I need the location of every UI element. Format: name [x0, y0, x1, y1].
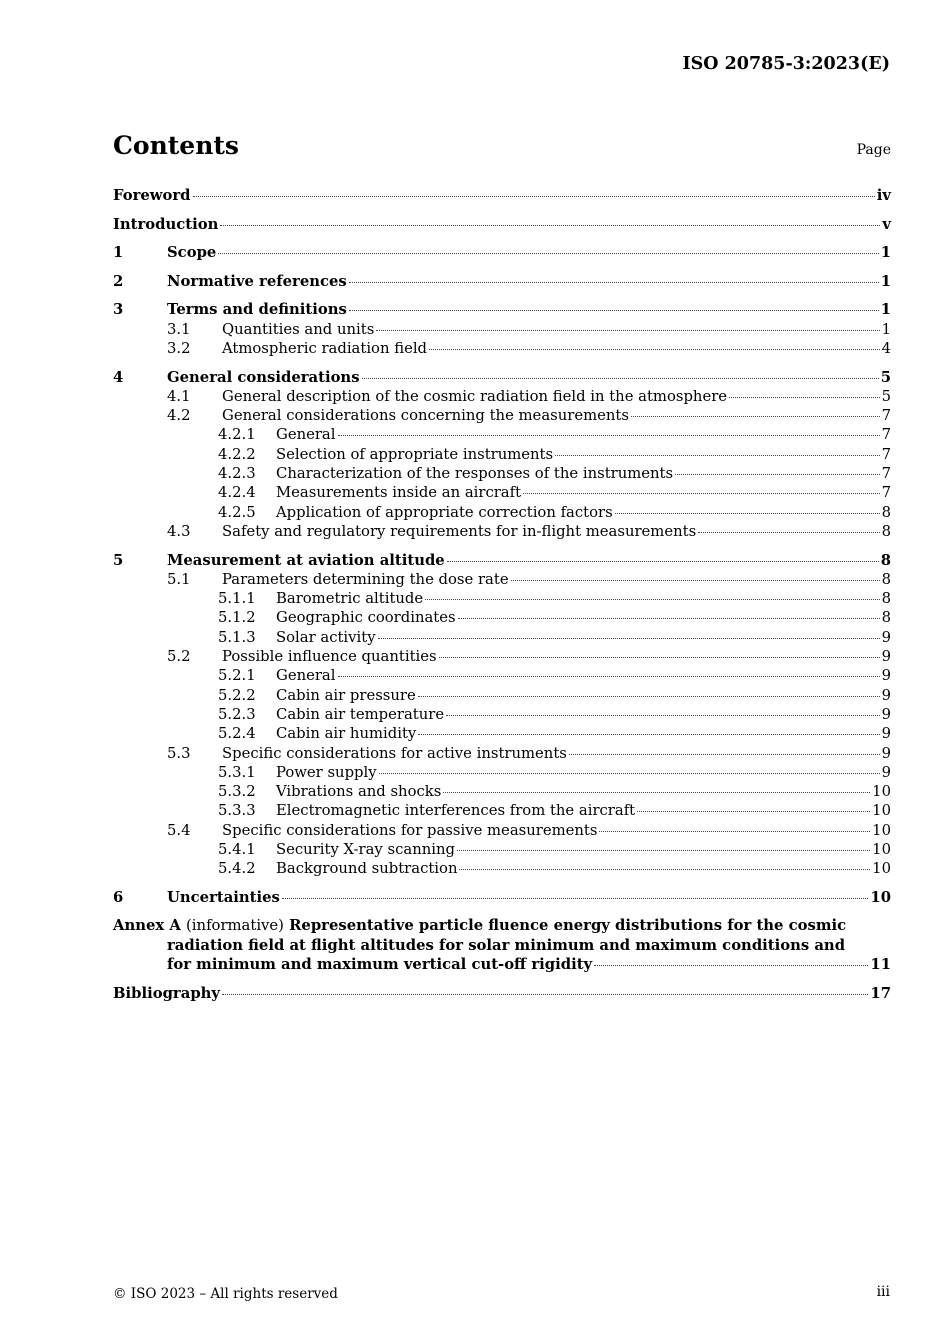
toc-entry-number: 3.2	[167, 339, 191, 357]
toc-entry-number: 4.2.2	[218, 445, 256, 463]
page-title: Contents	[113, 131, 240, 160]
toc-entry-title: General description of the cosmic radiation field in the atmosphere	[222, 387, 728, 405]
toc-entry-page: 10	[872, 783, 891, 801]
toc-entry-title: General considerations concerning the measurements	[222, 407, 629, 425]
toc-entry-page: 5	[880, 368, 891, 386]
toc-entry[interactable]	[113, 300, 891, 319]
dot-leader	[729, 397, 880, 398]
toc-entry-title: Barometric altitude	[276, 590, 424, 608]
dot-leader	[376, 330, 879, 331]
toc-entry-number: 4.2	[167, 407, 191, 425]
toc-entry[interactable]	[113, 840, 891, 859]
toc-entry-page: 9	[881, 648, 891, 666]
toc-entry-number: 5.1.3	[218, 628, 256, 646]
toc-entry-title: Atmospheric radiation field	[222, 339, 428, 357]
toc-entry-page: 10	[870, 888, 891, 906]
toc-entry-number: 5.2.3	[218, 705, 256, 723]
toc-entry-page: 9	[881, 763, 891, 781]
toc-entry[interactable]	[113, 406, 891, 425]
dot-leader	[218, 253, 878, 254]
toc-entry-number: 4.2.4	[218, 484, 256, 502]
toc-entry-title: Foreword	[113, 187, 191, 204]
dot-leader	[599, 831, 870, 832]
toc-entry-number: 5.4.2	[218, 860, 256, 878]
table-of-contents	[113, 186, 891, 1003]
toc-entry-page: 8	[881, 609, 891, 627]
toc-entry[interactable]	[113, 445, 891, 464]
toc-entry[interactable]	[113, 186, 891, 205]
toc-entry-page: 10	[872, 840, 891, 858]
toc-entry-title: General	[276, 667, 336, 685]
dot-leader	[459, 869, 870, 870]
copyright-notice: © ISO 2023 – All rights reserved	[113, 1286, 338, 1302]
toc-entry-page: 1	[880, 272, 891, 290]
dot-leader	[698, 532, 879, 533]
toc-entry[interactable]	[113, 464, 891, 483]
toc-entry-number: 5	[113, 551, 124, 569]
toc-bibliography-entry[interactable]	[113, 984, 891, 1003]
dot-leader	[338, 676, 880, 677]
toc-entry[interactable]	[113, 821, 891, 840]
toc-entry[interactable]	[113, 801, 891, 820]
dot-leader	[457, 850, 870, 851]
toc-entry-title: Specific considerations for passive measurements	[222, 821, 598, 839]
toc-entry-title: Possible influence quantities	[222, 648, 437, 666]
toc-entry-page: 8	[881, 570, 891, 588]
toc-entry[interactable]	[113, 425, 891, 444]
toc-entry-number: 5.3.1	[218, 763, 256, 781]
dot-leader	[362, 378, 879, 379]
toc-entry-number: 3.1	[167, 320, 191, 338]
dot-leader	[378, 638, 880, 639]
toc-entry-title: Quantities and units	[222, 320, 375, 338]
toc-entry-title: Introduction	[113, 215, 219, 233]
toc-entry-number: 5.4	[167, 821, 191, 839]
toc-entry-page: 4	[881, 339, 891, 357]
toc-entry-title: Measurements inside an aircraft	[276, 484, 522, 502]
toc-entry-page: 9	[881, 725, 891, 743]
dot-leader	[193, 196, 875, 197]
toc-entry[interactable]	[113, 763, 891, 782]
annex-page: 11	[870, 956, 891, 974]
toc-entry-title: Geographic coordinates	[276, 609, 456, 627]
dot-leader	[458, 618, 880, 619]
toc-entry[interactable]	[113, 686, 891, 705]
toc-entry-page: 7	[881, 465, 891, 483]
toc-entry[interactable]	[113, 589, 891, 608]
annex-type: (informative)	[186, 917, 284, 935]
dot-leader	[511, 580, 880, 581]
toc-entry[interactable]	[113, 705, 891, 724]
toc-entry-number: 5.1.2	[218, 609, 256, 627]
toc-entry[interactable]	[113, 628, 891, 647]
toc-entry-page: 8	[881, 522, 891, 540]
toc-entry-number: 2	[113, 272, 124, 290]
toc-entry-title: Normative references	[167, 272, 347, 290]
toc-entry[interactable]	[113, 744, 891, 763]
toc-entry-page: 7	[881, 445, 891, 463]
dot-leader	[443, 792, 870, 793]
toc-entry[interactable]	[113, 647, 891, 666]
toc-entry-page: 1	[880, 244, 891, 262]
dot-leader	[379, 773, 880, 774]
toc-entry-number: 1	[113, 244, 124, 262]
dot-leader	[637, 811, 870, 812]
dot-leader	[439, 657, 880, 658]
toc-entry-page: 8	[881, 503, 891, 521]
toc-entry-page: 9	[881, 686, 891, 704]
toc-entry-number: 6	[113, 888, 124, 906]
dot-leader	[594, 965, 868, 966]
document-id: ISO 20785-3:2023(E)	[682, 54, 890, 74]
toc-entry-title: Uncertainties	[167, 888, 280, 906]
toc-entry[interactable]	[113, 503, 891, 522]
toc-entry-page: 10	[872, 802, 891, 820]
toc-entry-title: Characterization of the responses of the instruments	[276, 465, 674, 483]
toc-entry-number: 5.2.1	[218, 667, 256, 685]
dot-leader	[523, 493, 880, 494]
dot-leader	[631, 416, 880, 417]
toc-entry[interactable]	[113, 859, 891, 878]
dot-leader	[418, 734, 879, 735]
toc-entry-number: 4.2.3	[218, 465, 256, 483]
toc-entry-page: 1	[881, 320, 891, 338]
dot-leader	[425, 599, 879, 600]
toc-entry[interactable]	[113, 888, 891, 907]
toc-entry-number: 5.1.1	[218, 590, 256, 608]
toc-entry-title: Selection of appropriate instruments	[276, 445, 554, 463]
toc-entry-page: 7	[881, 407, 891, 425]
toc-entry[interactable]	[113, 339, 891, 358]
toc-entry-number: 4	[113, 368, 124, 386]
toc-annex-entry[interactable]	[113, 916, 891, 974]
annex-title-line-1: Representative particle fluence energy distributions for the cosmic	[289, 917, 847, 935]
toc-entry-title: Electromagnetic interferences from the aircraft	[276, 802, 636, 820]
toc-entry-page: 9	[881, 628, 891, 646]
dot-leader	[418, 696, 880, 697]
dot-leader	[282, 898, 869, 899]
annex-label: Annex A	[113, 917, 181, 935]
toc-entry-number: 5.4.1	[218, 840, 256, 858]
toc-entry-page: 1	[880, 301, 891, 319]
dot-leader	[555, 455, 879, 456]
annex-title-line-2: radiation field at flight altitudes for solar minimum and maximum conditions and	[167, 936, 846, 954]
toc-entry-number: 5.3	[167, 744, 191, 762]
toc-entry-page: 8	[880, 551, 891, 569]
toc-entry-page: v	[882, 215, 891, 233]
toc-entry-page: 8	[881, 590, 891, 608]
toc-entry-number: 5.2	[167, 648, 191, 666]
toc-entry-title: Terms and definitions	[167, 301, 347, 319]
dot-leader	[446, 715, 880, 716]
toc-entry[interactable]	[113, 243, 891, 262]
toc-entry-title: Cabin air temperature	[276, 705, 445, 723]
toc-entry[interactable]	[113, 666, 891, 685]
toc-entry[interactable]	[113, 551, 891, 570]
toc-entry[interactable]	[113, 724, 891, 743]
toc-entry-number: 5.3.3	[218, 802, 256, 820]
toc-entry-page: 7	[881, 426, 891, 444]
bibliography-title: Bibliography	[113, 984, 221, 1002]
toc-entry-page: 5	[881, 387, 891, 405]
dot-leader	[349, 282, 879, 283]
toc-entry-page: 9	[881, 667, 891, 685]
toc-entry[interactable]	[113, 782, 891, 801]
toc-entry-title: General considerations	[167, 368, 360, 386]
dot-leader	[615, 513, 880, 514]
toc-entry-number: 5.2.4	[218, 725, 256, 743]
dot-leader	[675, 474, 879, 475]
toc-entry-page: 7	[881, 484, 891, 502]
toc-entry-number: 5.3.2	[218, 783, 256, 801]
toc-entry[interactable]	[113, 522, 891, 541]
toc-entry-title: Specific considerations for active instruments	[222, 744, 567, 762]
toc-entry[interactable]	[113, 483, 891, 502]
toc-entry-title: Vibrations and shocks	[276, 783, 442, 801]
bibliography-page: 17	[870, 984, 891, 1002]
page-column-label: Page	[856, 142, 891, 158]
toc-entry-title: Cabin air pressure	[276, 686, 416, 704]
toc-entry-title: Solar activity	[276, 628, 376, 646]
toc-entry-number: 4.2.1	[218, 426, 256, 444]
dot-leader	[338, 435, 880, 436]
toc-entry-page: 10	[872, 821, 891, 839]
toc-entry-page: 10	[872, 860, 891, 878]
toc-entry-number: 4.1	[167, 387, 191, 405]
toc-entry-title: Background subtraction	[276, 860, 458, 878]
toc-entry[interactable]	[113, 320, 891, 339]
toc-entry-title: Safety and regulatory requirements for in-flight measurements	[222, 522, 697, 540]
toc-entry-title: Measurement at aviation altitude	[167, 551, 445, 569]
toc-entry-page: 9	[881, 744, 891, 762]
toc-entry-title: Application of appropriate correction factors	[276, 503, 613, 521]
toc-entry-number: 3	[113, 301, 124, 319]
annex-title-line-3: for minimum and maximum vertical cut-off rigidity	[167, 956, 593, 974]
toc-entry-number: 4.3	[167, 522, 191, 540]
toc-entry[interactable]	[113, 387, 891, 406]
toc-entry[interactable]	[113, 570, 891, 589]
toc-entry-title: Cabin air humidity	[276, 725, 417, 743]
toc-entry-title: Security X-ray scanning	[276, 840, 455, 858]
toc-entry-title: General	[276, 426, 336, 444]
toc-entry[interactable]	[113, 608, 891, 627]
toc-entry-number: 5.2.2	[218, 686, 256, 704]
toc-entry-title: Parameters determining the dose rate	[222, 570, 509, 588]
dot-leader	[349, 310, 879, 311]
dot-leader	[222, 994, 868, 995]
dot-leader	[447, 561, 879, 562]
toc-entry-title: Scope	[167, 244, 217, 262]
dot-leader	[429, 349, 880, 350]
toc-entry-number: 5.1	[167, 570, 191, 588]
dot-leader	[220, 225, 880, 226]
toc-entry[interactable]	[113, 215, 891, 234]
toc-entry-page: 9	[881, 705, 891, 723]
toc-entry-page: iv	[876, 187, 891, 204]
toc-entry[interactable]	[113, 272, 891, 291]
toc-entry[interactable]	[113, 368, 891, 387]
toc-entry-number: 4.2.5	[218, 503, 256, 521]
page-number: iii	[876, 1284, 890, 1300]
dot-leader	[569, 754, 880, 755]
toc-entry-title: Power supply	[276, 763, 377, 781]
